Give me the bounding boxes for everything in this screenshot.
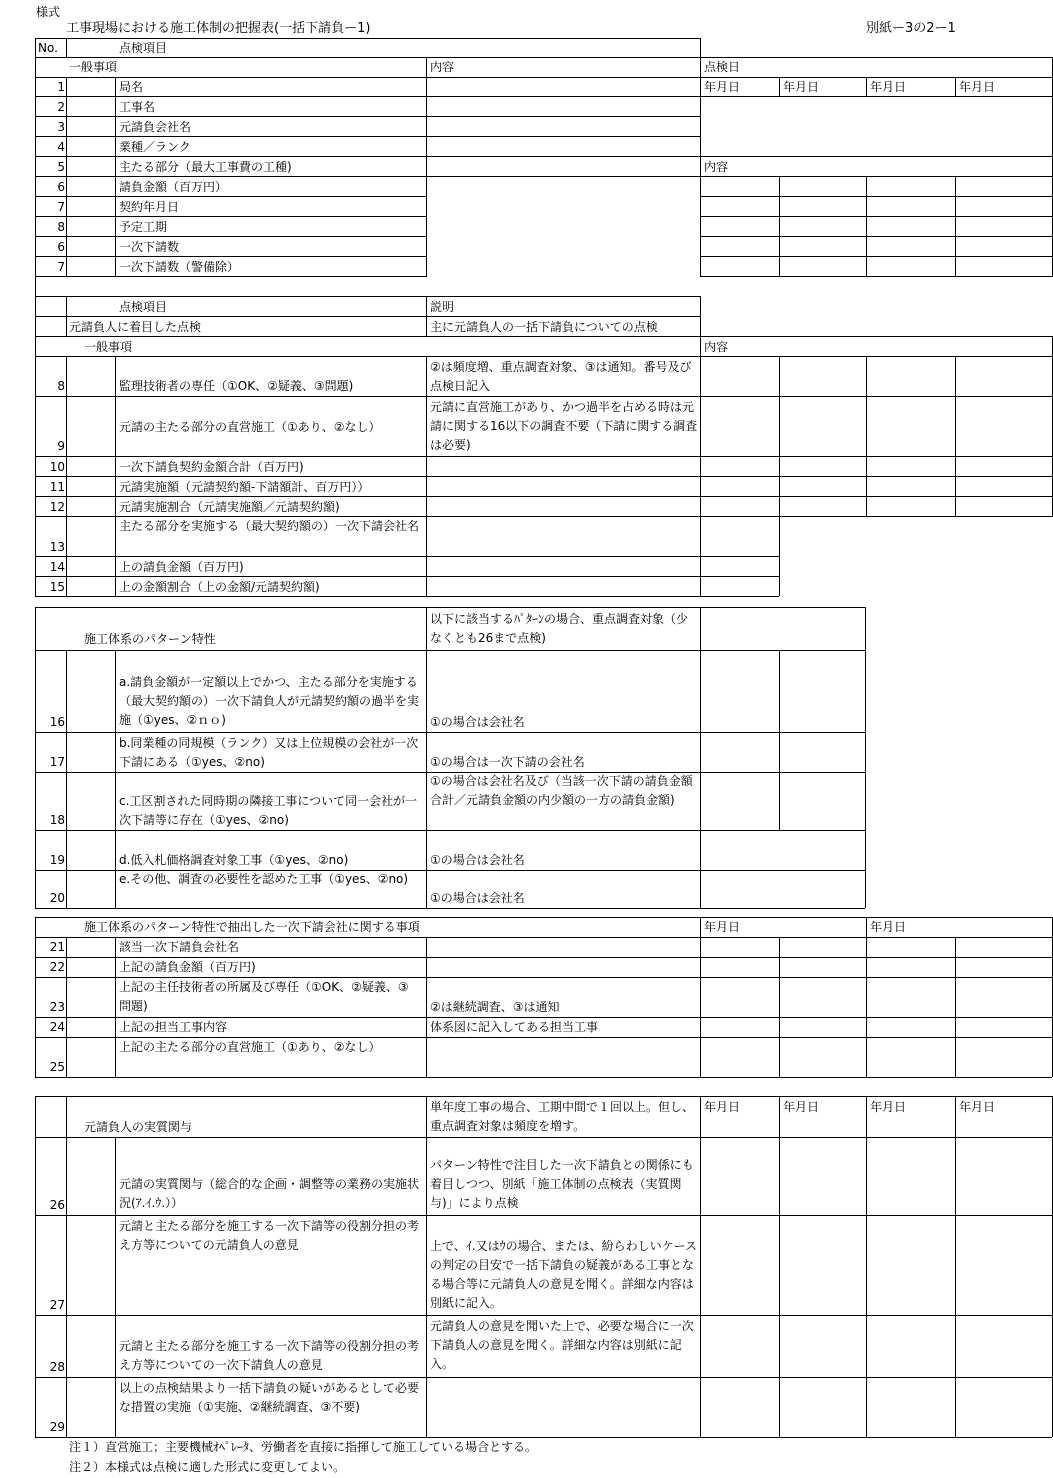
row-description: 上で、ｲ.又はｳの場合、または、紛らわしいケースの判定の目安で一括下請負の疑義がある工事となる場合等に元請負人の意見を聞く。詳細な内容は別紙に記入。 xyxy=(430,1239,697,1310)
pattern-header-description: 以下に該当するﾊﾟﾀｰﾝの場合、重点調査対象（少なくとも26まで点検) xyxy=(430,612,689,645)
row-number: 9 xyxy=(57,439,65,453)
involvement-header-description: 単年度工事の場合、工期中間で１回以上。但し、重点調査対象は頻度を増す。 xyxy=(430,1100,695,1133)
row-label: 一次下請数 xyxy=(119,240,180,254)
row-label: 一次下請数（警備除） xyxy=(119,260,240,274)
contractor-focus-label: 元請負人に着目した点検 xyxy=(69,320,202,334)
row-label: 請負金額（百万円） xyxy=(119,180,228,194)
no-column-header: No. xyxy=(38,41,58,55)
check-date-header: 点検日 xyxy=(704,60,741,74)
row-label: 主たる部分を実施する（最大契約額の）一次下請会社名 xyxy=(119,519,420,533)
footnote: 注１）直営施工；主要機械ｵﾍﾟﾚｰﾀ、労働者を直接に指揮して施工している場合とする。 xyxy=(69,1440,538,1454)
row-description: ①の場合は会社名 xyxy=(430,853,525,867)
row-label: 元請の主たる部分の直営施工（①あり、②なし） xyxy=(119,420,381,434)
contractor-focus-description: 主に元請負人の一括下請負についての点検 xyxy=(430,320,658,334)
row-number: 10 xyxy=(49,460,65,474)
row-number: 2 xyxy=(57,100,65,114)
row-number: 5 xyxy=(57,160,65,174)
check-items-header: 点検項目 xyxy=(119,300,168,314)
subcontractor-header-label: 施工体系のパターン特性で抽出した一次下請会社に関する事項 xyxy=(84,920,420,934)
form-label: 様式 xyxy=(36,5,61,19)
row-description: ①の場合は会社名 xyxy=(430,715,525,729)
row-description: ①の場合は会社名及び（当該一次下請の請負金額合計／元請負金額の内少額の一方の請負金額) xyxy=(430,774,693,807)
footnote: 注２）本様式は点検に適した形式に変更してよい。 xyxy=(69,1460,346,1474)
row-number: 24 xyxy=(49,1020,65,1034)
row-label: 監理技術者の専任（①OK、②疑義、③問題) xyxy=(119,379,354,393)
row-number: 25 xyxy=(49,1060,65,1074)
row-label: 予定工期 xyxy=(119,220,168,234)
row-label: 上の金額割合（上の金額/元請契約額) xyxy=(119,580,320,594)
row-label: c.工区割された同時期の隣接工事について同一会社が一次下請等に存在（①yes、②no) xyxy=(119,794,418,827)
row-description: 体系図に記入してある担当工事 xyxy=(430,1020,599,1034)
row-number: 19 xyxy=(49,853,65,867)
row-description: 元請負人の意見を聞いた上で、必要な場合に一次下請負人の意見を聞く。詳細な内容は別紙に記入。 xyxy=(430,1319,694,1371)
involvement-header-label: 元請負人の実質関与 xyxy=(84,1120,193,1134)
date-label: 年月日 xyxy=(959,1100,996,1114)
form-title: 工事現場における施工体制の把握表(一括下請負ー1) xyxy=(66,21,371,36)
date-label: 年月日 xyxy=(870,1100,907,1114)
row-number: 3 xyxy=(57,120,65,134)
content-header: 内容 xyxy=(430,60,455,74)
row-description: ②は頻度増、重点調査対象、③は通知。番号及び点検日記入 xyxy=(430,360,692,393)
row-number: 8 xyxy=(57,379,65,393)
row-label: 元請実施割合（元請実施額／元請契約額) xyxy=(119,500,340,514)
row-label: 上記の主任技術者の所属及び専任（①OK、②疑義、③問題) xyxy=(119,980,409,1013)
row-number: 7 xyxy=(57,260,65,274)
row-label: 該当一次下請負会社名 xyxy=(119,940,240,954)
row-number: 13 xyxy=(49,540,65,554)
row-description: ②は継続調査、③は通知 xyxy=(430,1000,560,1014)
row-label: 元請と主たる部分を施工する一次下請等の役割分担の考え方等についての元請負人の意見 xyxy=(119,1219,420,1252)
row-label: 一次下請負契約金額合計（百万円) xyxy=(119,460,304,474)
check-items-header: 点検項目 xyxy=(119,41,168,55)
date-label: 年月日 xyxy=(870,80,907,94)
row-label: 工事名 xyxy=(119,100,156,114)
general-items-header: 一般事項 xyxy=(69,60,118,74)
description-header: 説明 xyxy=(430,300,455,314)
row-label: 元請と主たる部分を施工する一次下請等の役割分担の考え方等についての一次下請負人の意見 xyxy=(119,1339,420,1372)
row-number: 11 xyxy=(49,480,65,494)
row-number: 28 xyxy=(49,1360,65,1374)
row-number: 17 xyxy=(49,755,65,769)
row-number: 15 xyxy=(49,580,65,594)
row-label: 上記の主たる部分の直営施工（①あり、②なし） xyxy=(119,1040,381,1054)
row-label: 業種／ランク xyxy=(119,140,191,154)
row-number: 6 xyxy=(57,180,65,194)
row-description: 元請に直営施工があり、かつ過半を占める時は元請に関する16以下の調査不要（下請に関する調査は必要) xyxy=(430,400,698,452)
date-label: 年月日 xyxy=(959,80,996,94)
date-label: 年月日 xyxy=(704,80,741,94)
row-number: 4 xyxy=(57,140,65,154)
row-label: 主たる部分（最大工事費の工種) xyxy=(119,160,292,174)
content-header-right: 内容 xyxy=(704,160,729,174)
date-label: 年月日 xyxy=(704,920,741,934)
content-header: 内容 xyxy=(704,340,729,354)
date-label: 年月日 xyxy=(783,1100,820,1114)
row-label: 元請の実質関与（総合的な企画・調整等の業務の実施状況(ｱ.ｲ.ｳ.）） xyxy=(119,1177,420,1210)
row-number: 18 xyxy=(49,813,65,827)
row-label: 元請負会社名 xyxy=(119,120,192,134)
row-number: 29 xyxy=(49,1420,65,1434)
row-number: 7 xyxy=(57,200,65,214)
row-number: 22 xyxy=(49,960,65,974)
date-label: 年月日 xyxy=(870,920,907,934)
row-label: 上記の担当工事内容 xyxy=(119,1020,228,1034)
row-number: 8 xyxy=(57,220,65,234)
row-label: 局名 xyxy=(119,80,144,94)
form-reference: 別紙ー3の2ー1 xyxy=(866,21,956,36)
row-number: 21 xyxy=(49,940,65,954)
date-label: 年月日 xyxy=(783,80,820,94)
row-label: e.その他、調査の必要性を認めた工事（①yes、②no) xyxy=(119,872,409,886)
row-number: 20 xyxy=(49,891,65,905)
row-number: 1 xyxy=(57,80,65,94)
row-label: 元請実施額（元請契約額-下請額計、百万円）） xyxy=(119,480,370,494)
row-label: 上記の請負金額（百万円) xyxy=(119,960,256,974)
row-label: 以上の点検結果より一括下請負の疑いがあるとして必要な措置の実施（①実施、②継続調査、③不要) xyxy=(119,1381,420,1414)
row-number: 14 xyxy=(49,560,65,574)
pattern-header-label: 施工体系のパターン特性 xyxy=(84,632,216,646)
row-label: d.低入札価格調査対象工事（①yes、②no) xyxy=(119,853,349,867)
row-description: ①の場合は一次下請の会社名 xyxy=(430,755,585,769)
row-number: 26 xyxy=(49,1198,65,1212)
row-label: 契約年月日 xyxy=(119,200,180,214)
row-number: 16 xyxy=(49,715,65,729)
row-label: a.請負金額が一定額以上でかつ、主たる部分を実施する（最大契約額の）一次下請負人が元請契約額の過半を実施（①yes、②ｎｏ) xyxy=(119,675,420,727)
row-label: 上の請負金額（百万円) xyxy=(119,560,244,574)
row-description: ①の場合は会社名 xyxy=(430,891,525,905)
row-label: b.同業種の同規模（ランク）又は上位規模の会社が一次下請にある（①yes、②no) xyxy=(119,736,419,769)
row-number: 27 xyxy=(49,1298,65,1312)
row-number: 6 xyxy=(57,240,65,254)
row-number: 12 xyxy=(49,500,65,514)
row-number: 23 xyxy=(49,1000,65,1014)
row-description: パターン特性で注目した一次下請負との関係にも着目しつつ、別紙「施工体制の点検表（実質関与)」により点検 xyxy=(430,1158,694,1210)
date-label: 年月日 xyxy=(704,1100,741,1114)
general-items-header: 一般事項 xyxy=(84,340,133,354)
